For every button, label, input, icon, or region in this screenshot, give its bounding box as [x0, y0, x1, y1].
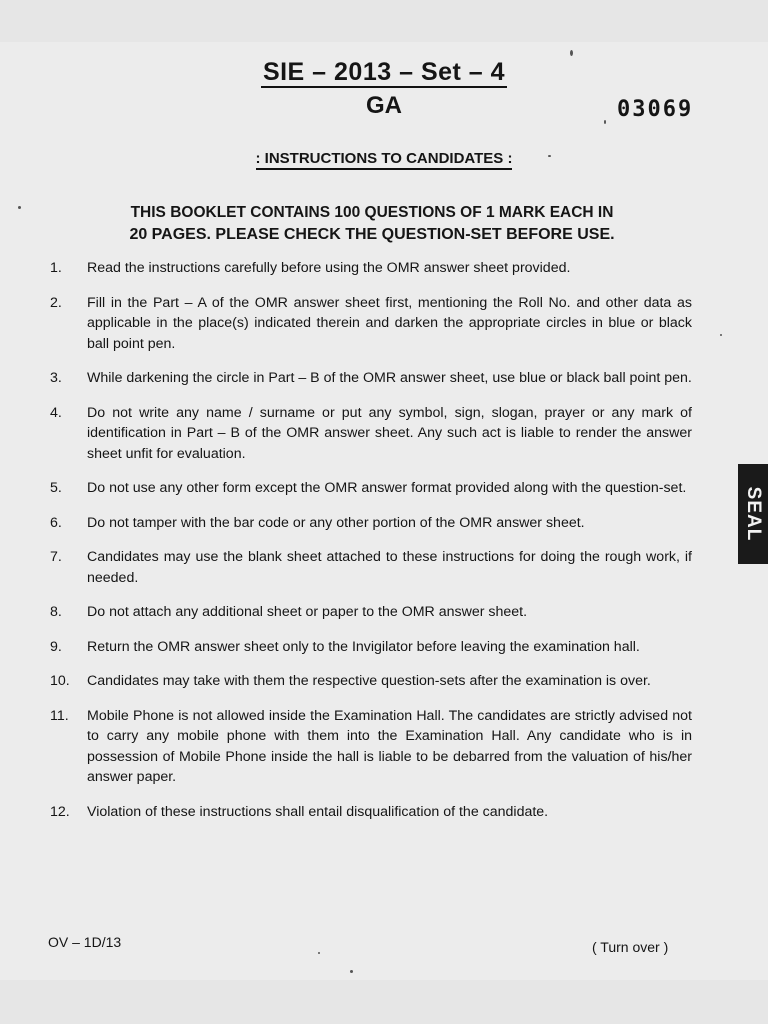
instruction-list: [50, 258, 692, 836]
instruction-item: 1. Read the instructions carefully before using the OMR answer sheet provided.: [50, 260, 571, 276]
instruction-item: 2. Fill in the Part – A of the OMR answer sheet first, mentioning the Roll No. and other data as applicable in the place(s) indicated therein and darken the appropriate circles in blue or black ball point pen.: [50, 294, 692, 352]
scan-speck: [350, 970, 353, 973]
booklet-serial-number: 03069: [617, 97, 694, 122]
scan-speck: [18, 206, 21, 209]
instruction-item: 3. While darkening the circle in Part – B of the OMR answer sheet, use blue or black ball point pen.: [50, 370, 692, 386]
instruction-item: 6. Do not tamper with the bar code or any other portion of the OMR answer sheet.: [50, 514, 585, 531]
instructions-heading: : INSTRUCTIONS TO CANDIDATES :: [0, 150, 768, 167]
instruction-item: 7. Candidates may use the blank sheet attached to these instructions for doing the rough work, if needed.: [50, 549, 692, 586]
instruction-item: 11. Mobile Phone is not allowed inside the Examination Hall. The candidates are strictly advised not to carry any mobile phone with them into the Examination Hall. Any candidate who is in possession of Mobile Phone inside the hall is liable to be debarred from the valuation of his/her answer paper.: [50, 707, 692, 785]
booklet-notice: [72, 202, 672, 246]
instruction-item: 8. Do not attach any additional sheet or paper to the OMR answer sheet.: [50, 604, 528, 620]
scan-speck: [318, 952, 320, 954]
turn-over-note: ( Turn over ): [592, 939, 669, 955]
scan-speck: [570, 50, 573, 56]
footer-code: OV – 1D/13: [48, 934, 122, 950]
instruction-item: 10. Candidates may take with them the respective question-sets after the examination is over.: [50, 673, 651, 689]
scan-speck: [604, 120, 606, 124]
subject-code: GA: [366, 92, 402, 119]
scan-speck: [548, 155, 551, 157]
instruction-item: 9. Return the OMR answer sheet only to the Invigilator before leaving the examination hall.: [50, 638, 640, 655]
exam-title: SIE – 2013 – Set – 4: [262, 58, 506, 86]
instruction-item: 4. Do not write any name / surname or put any symbol, sign, slogan, prayer or any mark of identification in Part – B of the OMR answer sheet. Any such act is liable to render the answer sheet unfit for evaluation.: [50, 404, 692, 462]
notice-line-1: THIS BOOKLET CONTAINS 100 QUESTIONS OF 1 MARK EACH IN: [130, 204, 614, 221]
instruction-item: 12. Violation of these instructions shall entail disqualification of the candidate.: [50, 803, 549, 820]
scan-speck: [720, 334, 722, 336]
document-page: [0, 42, 768, 980]
seal-tab: SEAL: [738, 464, 768, 564]
notice-line-2: 20 PAGES. PLEASE CHECK THE QUESTION-SET BEFORE USE.: [129, 226, 615, 243]
instruction-item: 5. Do not use any other form except the OMR answer format provided along with the question-set.: [50, 480, 687, 496]
